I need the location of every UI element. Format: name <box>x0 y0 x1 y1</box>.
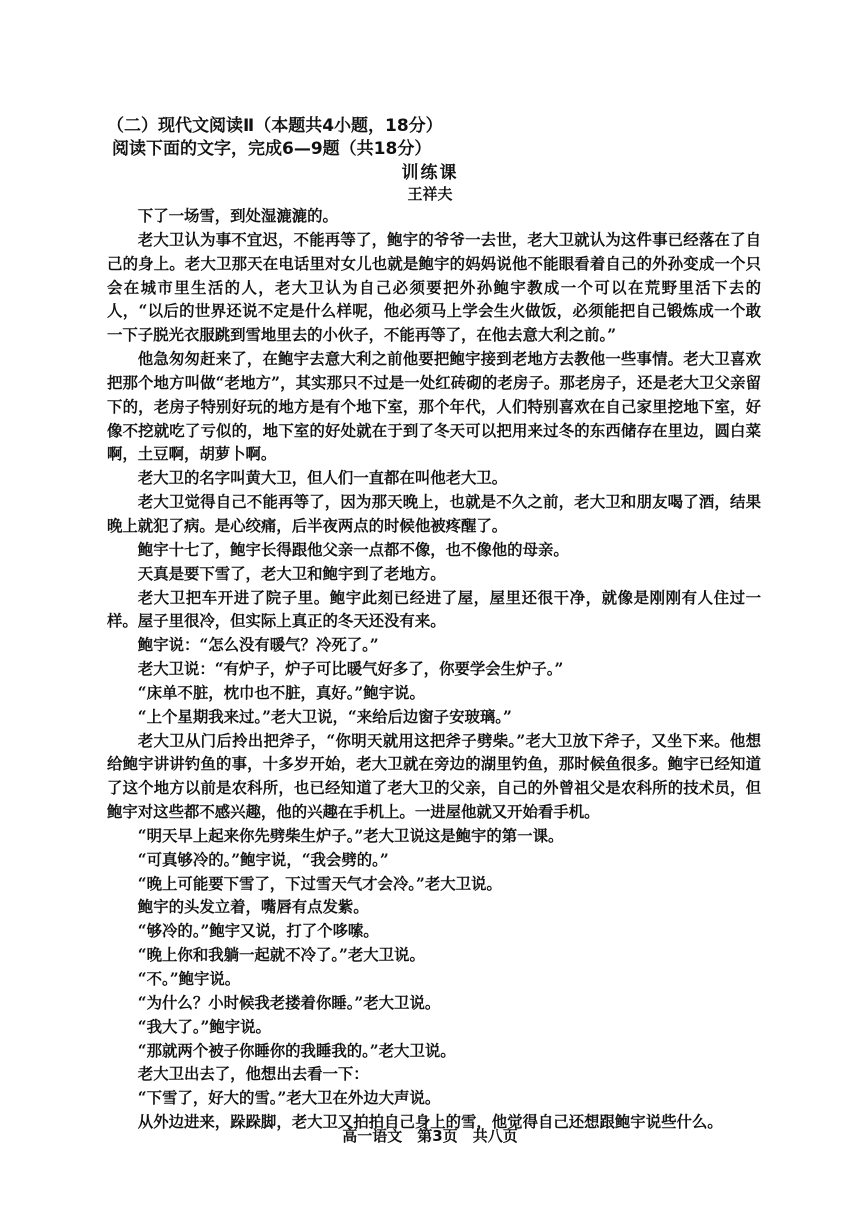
section-heading: （二）现代文阅读Ⅱ（本题共4小题，18分） <box>107 116 443 136</box>
paragraph: “不。”鲍宇说。 <box>137 970 241 988</box>
paragraph: 老大卫觉得自己不能再等了，因为那天晚上，也就是不久之前，老大卫和朋友喝了酒，结果晚上就犯了病。是心绞痛，后半夜两点的时候他被疼醒了。 <box>107 493 761 535</box>
paragraph: 老大卫把车开进了院子里。鲍宇此刻已经进了屋，屋里还很干净，就像是刚刚有人住过一样。屋子里很冷，但实际上真正的冬天还没有来。 <box>107 588 761 631</box>
paragraph: 老大卫说：“有炉子，炉子可比暖气好多了，你要学会生炉子。” <box>137 660 564 679</box>
page-footer: 高一语文 第3页 共八页 <box>342 1127 518 1145</box>
paragraph: “明天早上起来你先劈柴生炉子。”老大卫说这是鲍宇的第一课。 <box>137 826 564 845</box>
paragraph: “床单不脏，枕巾也不脏，真好。”鲍宇说。 <box>137 683 425 702</box>
paragraph: “上个星期我来过。”老大卫说，“来给后边窗子安玻璃。” <box>137 707 512 726</box>
paragraph: 鲍宇的头发立着，嘴唇有点发紫。 <box>137 898 369 917</box>
paragraph: 从外边进来，跺跺脚，老大卫又拍拍自己身上的雪，他觉得自己还想跟鲍宇说些什么。 <box>137 1113 723 1132</box>
paragraph: “晚上可能要下雪了，下过雪天气才会冷。”老大卫说。 <box>137 874 502 893</box>
instruction-text: 阅读下面的文字，完成6—9题（共18分） <box>112 139 432 159</box>
paragraph: “可真够冷的。”鲍宇说，“我会劈的。” <box>137 850 389 869</box>
paragraph: 老大卫出去了，他想出去看一下： <box>137 1065 369 1084</box>
paragraph: 他急匆匆赶来了，在鲍宇去意大利之前他要把鲍宇接到老地方去教他一些事情。老大卫喜欢把那个地方叫做“老地方”，其实那只不过是一处红砖砌的老房子。那老房子，还是老大卫父亲留下的，老房子特别好玩的地方是有个地下室，那个年代，人们特别喜欢在自己家里挖地下室，好像不挖就吃了亏似的，地下室的好处就在于到了冬天可以把用来过冬的东西储存在里边，圆白菜啊，土豆啊，胡萝卜啊。 <box>107 350 761 464</box>
paragraph: “够冷的。”鲍宇又说，打了个哆嗦。 <box>137 922 379 941</box>
paragraph: 天真是要下雪了，老大卫和鲍宇到了老地方。 <box>137 564 446 583</box>
paragraph: “我大了。”鲍宇说。 <box>137 1017 271 1036</box>
paragraph: 鲍宇十七了，鲍宇长得跟他父亲一点都不像，也不像他的母亲。 <box>137 540 569 559</box>
paragraph: “为什么？小时候我老搂着你睡。”老大卫说。 <box>137 993 441 1012</box>
story-author: 王祥夫 <box>407 185 453 203</box>
paragraph: “那就两个被子你睡你的我睡我的。”老大卫说。 <box>137 1041 456 1060</box>
paragraph: 老大卫的名字叫黄大卫，但人们一直都在叫他老大卫。 <box>137 469 508 488</box>
paragraph: “晚上你和我躺一起就不冷了。”老大卫说。 <box>137 946 425 965</box>
story-body <box>107 205 761 1135</box>
paragraph: 老大卫认为事不宜迟，不能再等了，鲍宇的爷爷一去世，老大卫就认为这件事已经落在了自己的身上。老大卫那天在电话里对女儿也就是鲍宇的妈妈说他不能眼看着自己的外孙变成一个只会在城市里生活的人，老大卫认为自己必须要把外孙鲍宇教成一个可以在荒野里活下去的人，“以后的世界还说不定是什么样呢，他必须马上学会生火做饭，必须能把自己锻炼成一个敢一下子脱光衣服跳到雪地里去的小伙子，不能再等了，在他去意大利之前。” <box>107 230 761 345</box>
paragraph: 下了一场雪，到处湿漉漉的。 <box>137 207 338 225</box>
paragraph: 老大卫从门后拎出把斧子，“你明天就用这把斧子劈柴。”老大卫放下斧子，又坐下来。他想给鲍宇讲讲钓鱼的事，十多岁开始，老大卫就在旁边的湖里钓鱼，那时候鱼很多。鲍宇已经知道了这个地方以前是农科所，也已经知道了老大卫的父亲，自己的外曾祖父是农科所的技术员，但鲍宇对这些都不感兴趣，他的兴趣在手机上。一进屋他就又开始看手机。 <box>107 731 761 822</box>
paragraph: “下雪了，好大的雪。”老大卫在外边大声说。 <box>137 1089 441 1108</box>
story-title: 训练课 <box>401 163 459 183</box>
paragraph: 鲍宇说：“怎么没有暖气？冷死了。” <box>137 636 379 655</box>
